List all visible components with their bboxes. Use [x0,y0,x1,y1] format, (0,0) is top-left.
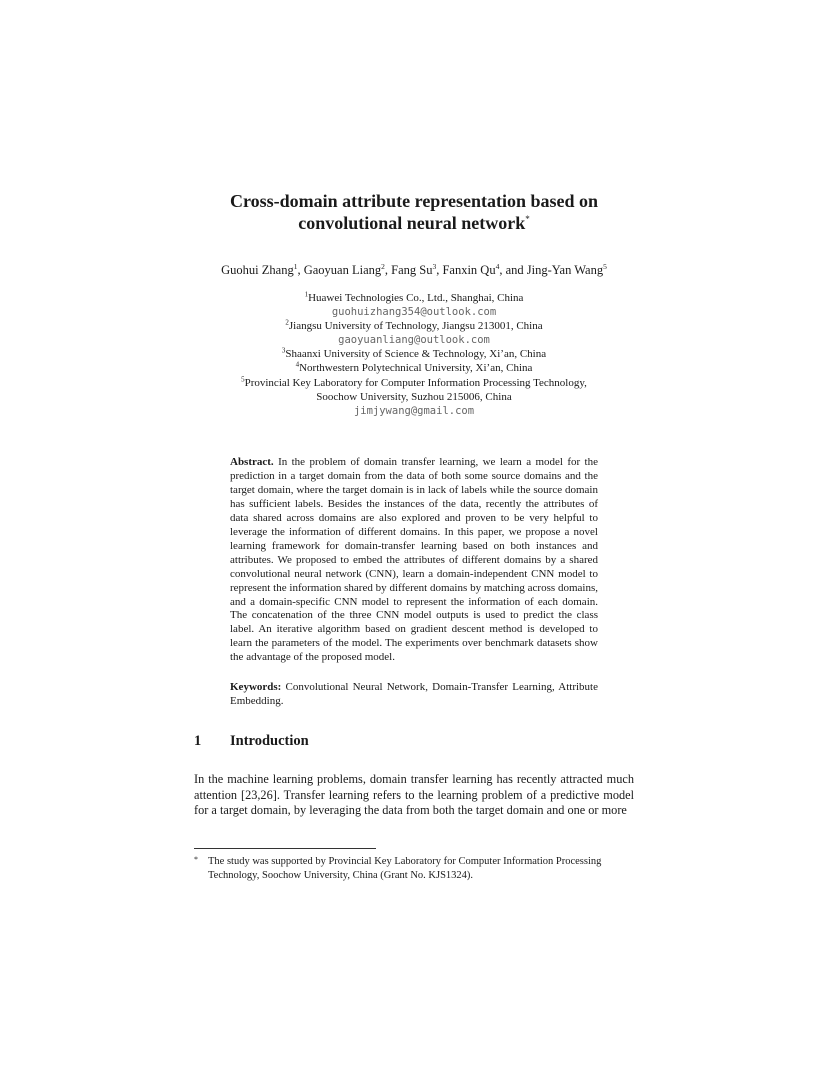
paper-title [150,190,678,234]
section-title: Introduction [230,733,309,749]
author-separator: , [384,263,392,277]
introduction-paragraph: In the machine learning problems, domain transfer learning has recently attracted much attention [23,26]. Transfer learning refers to the learning problem of a predictive model for a target domain, by leveraging the data from both the target domain and one or more [194,772,634,817]
author-separator: , [297,263,304,277]
affiliation-text: Shaanxi University of Science & Technology, Xi’an, China [285,348,547,361]
affiliation-2 [160,319,668,333]
keywords-text: Convolutional Neural Network, Domain-Transfer Learning, Attribute Embedding. [230,681,598,707]
affiliation-5-continued: Soochow University, Suzhou 215006, China [316,390,512,403]
affiliation-4 [160,361,668,375]
author-affiliation-mark: 2 [381,261,385,271]
author [391,263,436,277]
keywords-label: Keywords: [230,681,282,693]
footnote [194,855,634,883]
abstract-label: Abstract. [230,456,274,468]
affiliation-list [160,291,668,418]
author-name: Jing-Yan Wang [526,263,604,277]
author-affiliation-mark: 4 [495,261,500,271]
author [221,263,297,277]
affiliation-text: Northwestern Polytechnical University, Xi’an, China [299,362,533,375]
author [527,263,607,277]
author [442,263,499,277]
affiliation-text: Provincial Key Laboratory for Computer Information Processing Technology, [244,376,587,389]
abstract [230,456,598,665]
affiliation-text: Huawei Technologies Co., Ltd., Shanghai, China [308,292,524,304]
affiliation-3 [160,347,668,361]
title-footnote-mark: * [525,214,530,224]
abstract-text: In the problem of domain transfer learning, we learn a model for the prediction in a target domain from the data of both some source domains and the target domain, where the target domain is in lack of labels while the source domain has sufficient labels. Besides the instances of the data, recently the attributes of data shared across domains are also explored and proven to be very helpful to leverage the information of different domains. In this paper, we propose a novel learning framework for domain-transfer learning based on both instances and attributes. We proposed to embed the attributes of different domains by a shared convolutional neural network (CNN), learn a domain-independent CNN model to represent the information shared by different domains by matching across domains, and a domain-specific CNN model to represent the information of each domain. The concatenation of the three CNN model outputs is used to predict the class label. An iterative algorithm based on gradient descent method is developed to learn the parameters of the model. The experiments over benchmark datasets show the advantage of the proposed model. [230,456,599,664]
email-2: gaoyuanliang@outlook.com [338,334,490,347]
affiliation-number: 4 [295,360,300,369]
email-5: jimjywang@gmail.com [353,404,475,417]
author [304,263,385,277]
author-name: Gaoyuan Liang [303,263,382,277]
affiliation-number: 2 [285,318,289,327]
footnote-mark: * [194,855,198,864]
title-line-1: Cross-domain attribute representation based on [229,191,598,211]
author-separator: , [436,263,443,277]
email-1: guohuizhang354@outlook.com [331,306,497,319]
affiliation-text: Jiangsu University of Technology, Jiangsu 213001, China [288,320,543,333]
section-heading [194,732,309,750]
affiliation-number: 5 [241,374,245,383]
affiliation-number: 3 [281,346,286,355]
affiliation-number: 1 [304,290,309,299]
author-affiliation-mark: 5 [603,261,607,271]
footnote-divider [194,848,376,849]
author-affiliation-mark: 1 [293,261,298,271]
author-separator: , and [499,263,527,277]
author-list [120,262,708,278]
footnote-text: The study was supported by Provincial Key Laboratory for Computer Information Processing Technology, Soochow University, China (Grant No. KJS1324). [208,856,602,881]
section-number: 1 [194,733,202,749]
author-name: Guohui Zhang [221,263,294,277]
affiliation-5 [160,376,668,390]
author-affiliation-mark: 3 [432,261,437,271]
author-name: Fanxin Qu [442,263,496,277]
keywords [230,681,598,709]
affiliation-1 [160,291,668,305]
author-name: Fang Su [391,263,433,277]
title-line-2: convolutional neural network [298,213,526,233]
